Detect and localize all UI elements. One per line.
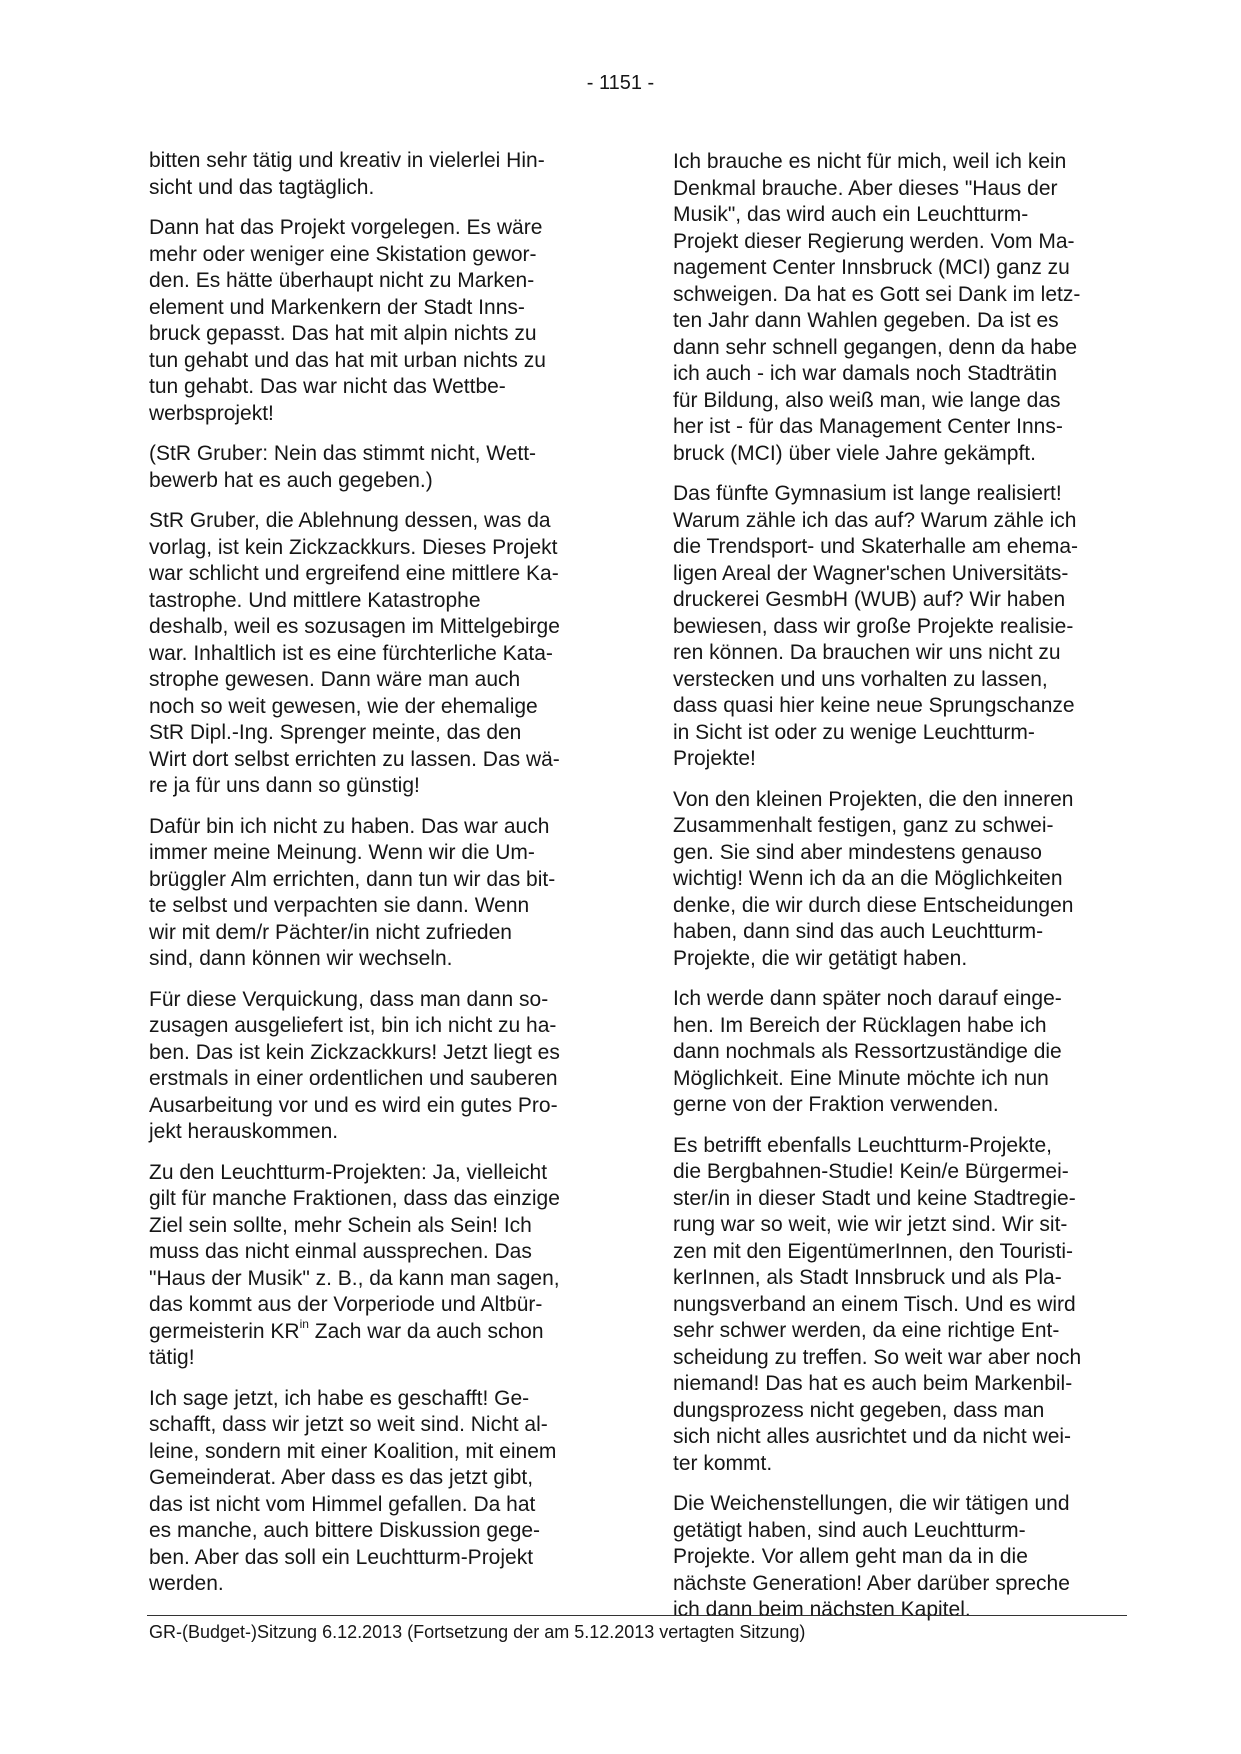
paragraph: Dann hat das Projekt vorgelegen. Es wäre mehr oder weniger eine Skistation gewor- den. Es hätte überhaupt nicht zu Marken- element und Markenkern der Stadt Inns- bruck gepasst. Das hat mit alpin nichts zu tun gehabt und das hat mit urban nichts zu tun gehabt. Das war nicht das Wettbe- werbsprojekt! xyxy=(149,216,546,425)
footer-divider xyxy=(147,1615,1127,1616)
interjection-paragraph: (StR Gruber: Nein das stimmt nicht, Wett- bewerb hat es auch gegeben.) xyxy=(149,442,537,492)
paragraph-text: Zu den Leuchtturm-Projekten: Ja, vielleicht gilt für manche Fraktionen, dass das einzige Ziel sein sollte, mehr Schein als Sein! Ich muss das nicht einmal aussprechen. Das "Haus der Musik" z. B., da kann man sagen, das kommt aus der Vorperiode und Altbür- germeisterin KR xyxy=(149,1160,560,1343)
paragraph: Das fünfte Gymnasium ist lange realisiert! Warum zähle ich das auf? Warum zähle ich die Trendsport- und Skaterhalle am ehema- ligen Areal der Wagner'schen Universitäts- druckerei GesmbH (WUB) auf? Wir haben bewiesen, dass wir große Projekte realisie- ren können. Da brauchen wir uns nicht zu verstecken und uns vorhalten zu lassen, dass quasi hier keine neue Sprungschanze in Sicht ist oder zu wenige Leuchtturm- Projekte! xyxy=(673,482,1079,770)
paragraph: Ich brauche es nicht für mich, weil ich kein Denkmal brauche. Aber dieses "Haus der Musik", das wird auch ein Leuchtturm- Projekt dieser Regierung werden. Vom Ma- nagement Center Innsbruck (MCI) ganz zu schweigen. Da hat es Gott sei Dank im letz- ten Jahr dann Wahlen gegeben. Da ist es dann sehr schnell gegangen, denn da habe ich auch - ich war damals noch Stadträtin für Bildung, also weiß man, wie lange das her ist - für das Management Center Inns- bruck (MCI) über viele Jahre gekämpft. xyxy=(673,150,1081,465)
paragraph: Dafür bin ich nicht zu haben. Das war auch immer meine Meinung. Wenn wir die Um- brüggler Alm errichten, dann tun wir das bit- te selbst und verpachten sie dann. Wenn wir mit dem/r Pächter/in nicht zufrieden sind, dann können wir wechseln. xyxy=(149,814,556,970)
paragraph: Für diese Verquickung, dass man dann so- zusagen ausgeliefert ist, bin ich nicht zu ha- ben. Das ist kein Zickzackkurs! Jetzt liegt es erstmals in einer ordentlichen und sauberen Ausarbeitung vor und es wird ein gutes Pro- jekt herauskommen. xyxy=(149,987,560,1143)
right-column xyxy=(673,149,1123,1638)
superscript: in xyxy=(299,1316,309,1331)
paragraph: Ich sage jetzt, ich habe es geschafft! Ge- schafft, dass wir jetzt so weit sind. Nicht al- leine, sondern mit einer Koalition, mit einem Gemeinderat. Aber dass es das jetzt gibt, das ist nicht vom Himmel gefallen. Da hat es manche, auch bittere Diskussion gege- ben. Aber das soll ein Leuchtturm-Projekt werden. xyxy=(149,1386,557,1595)
paragraph: Die Weichenstellungen, die wir tätigen und getätigt haben, sind auch Leuchtturm- Projekte. Vor allem geht man da in die nächste Generation! Aber darüber spreche ich dann beim nächsten Kapitel. xyxy=(673,1492,1070,1621)
paragraph: StR Gruber, die Ablehnung dessen, was da vorlag, ist kein Zickzackkurs. Dieses Projekt war schlicht und ergreifend eine mittlere Ka- tastrophe. Und mittlere Katastrophe deshalb, weil es sozusagen im Mittelgebirge war. Inhaltlich ist es eine fürchterliche Kata- strophe gewesen. Dann wäre man auch noch so weit gewesen, wie der ehemalige StR Dipl.-Ing. Sprenger meinte, das den Wirt dort selbst errichten zu lassen. Das wä- re ja für uns dann so günstig! xyxy=(149,509,560,797)
paragraph: Es betrifft ebenfalls Leuchtturm-Projekte, die Bergbahnen-Studie! Kein/e Bürgermei- ster/in in dieser Stadt und keine Stadtregie- rung war so weit, wie wir jetzt sind. Wir sit- zen mit den EigentümerInnen, den Touristi- kerInnen, als Stadt Innsbruck und als Pla- nungsverband an einem Tisch. Und es wird sehr schwer werden, da eine richtige Ent- scheidung zu treffen. So weit war aber noch niemand! Das hat es auch beim Markenbil- dungsprozess nicht gegeben, dass man sich nicht alles ausrichtet und da nicht wei- ter kommt. xyxy=(673,1133,1082,1475)
paragraph: Von den kleinen Projekten, die den inneren Zusammenhalt festigen, ganz zu schwei- gen. Sie sind aber mindestens genauso wichtig! Wenn ich da an die Möglichkeiten denke, die wir durch diese Entscheidungen haben, dann sind das auch Leuchtturm- Projekte, die wir getätigt haben. xyxy=(673,787,1074,970)
paragraph xyxy=(149,1160,603,1372)
paragraph: Ich werde dann später noch darauf einge- hen. Im Bereich der Rücklagen habe ich dann nochmals als Ressortzuständige die Möglichkeit. Eine Minute möchte ich nun gerne von der Fraktion verwenden. xyxy=(673,987,1062,1116)
left-column xyxy=(149,148,603,1612)
footer-text: GR-(Budget-)Sitzung 6.12.2013 (Fortsetzung der am 5.12.2013 vertagten Sitzung) xyxy=(149,1622,806,1642)
paragraph: bitten sehr tätig und kreativ in vielerlei Hin- sicht und das tagtäglich. xyxy=(149,149,545,199)
page-number: - 1151 - xyxy=(586,72,655,94)
paragraph-text: Zach war da auch schon tätig! xyxy=(149,1319,544,1369)
